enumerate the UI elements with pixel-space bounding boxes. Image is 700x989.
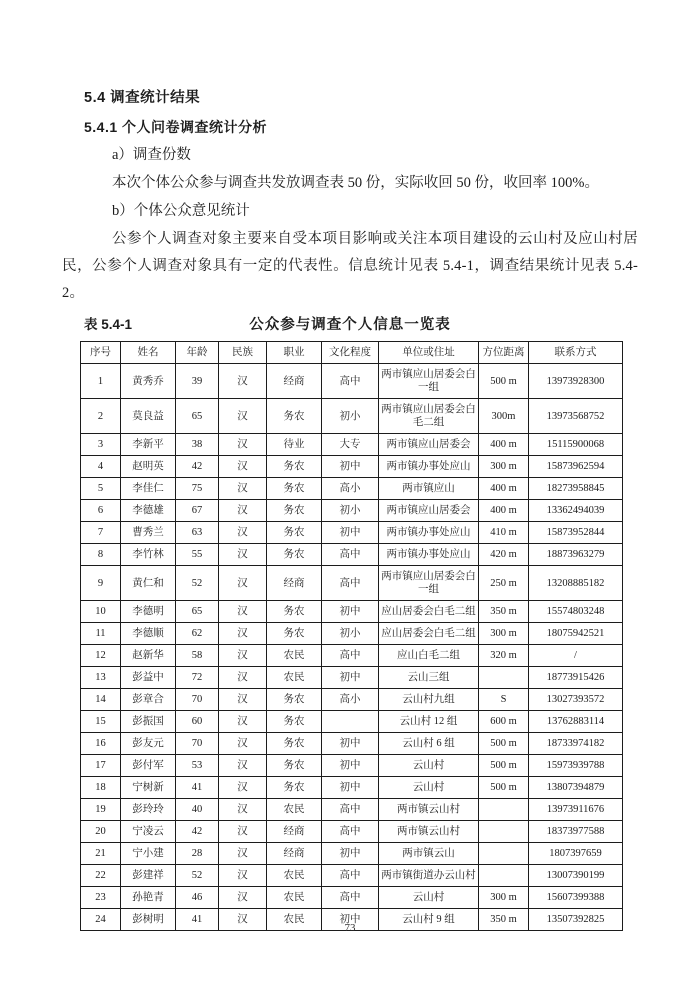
cell-address: 两市镇应山居委会白一组 <box>379 566 479 601</box>
cell-education: 高小 <box>322 689 379 711</box>
cell-education: 初中 <box>322 456 379 478</box>
cell-ethnicity: 汉 <box>219 500 267 522</box>
cell-education: 高中 <box>322 544 379 566</box>
cell-phone: 13507392825 <box>529 909 623 931</box>
table-row <box>81 623 623 645</box>
cell-education: 高中 <box>322 645 379 667</box>
cell-address: 两市镇云山 <box>379 843 479 865</box>
cell-age: 41 <box>176 777 219 799</box>
column-header-address: 单位或住址 <box>379 342 479 364</box>
subsection-heading: 5.4.1 个人问卷调查统计分析 <box>84 119 268 135</box>
cell-occupation: 农民 <box>267 909 322 931</box>
cell-age: 63 <box>176 522 219 544</box>
cell-education: 初中 <box>322 522 379 544</box>
cell-distance: 500 m <box>479 777 529 799</box>
cell-age: 67 <box>176 500 219 522</box>
cell-index: 7 <box>81 522 121 544</box>
table-header-row <box>81 342 623 364</box>
cell-age: 58 <box>176 645 219 667</box>
cell-education: 高中 <box>322 821 379 843</box>
cell-phone: 15115900068 <box>529 434 623 456</box>
cell-age: 55 <box>176 544 219 566</box>
cell-address: 两市镇街道办云山村 <box>379 865 479 887</box>
column-header-phone: 联系方式 <box>529 342 623 364</box>
cell-address: 两市镇办事处应山 <box>379 456 479 478</box>
cell-phone: 1807397659 <box>529 843 623 865</box>
cell-education <box>322 711 379 733</box>
cell-distance: 500 m <box>479 733 529 755</box>
cell-index: 21 <box>81 843 121 865</box>
cell-phone: 13973928300 <box>529 364 623 399</box>
cell-phone: 15607399388 <box>529 887 623 909</box>
table-row <box>81 601 623 623</box>
column-header-name: 姓名 <box>121 342 176 364</box>
cell-education: 大专 <box>322 434 379 456</box>
cell-index: 16 <box>81 733 121 755</box>
cell-age: 52 <box>176 865 219 887</box>
cell-occupation: 农民 <box>267 799 322 821</box>
cell-phone: 13807394879 <box>529 777 623 799</box>
cell-phone: 13208885182 <box>529 566 623 601</box>
cell-age: 52 <box>176 566 219 601</box>
cell-name: 孙艳青 <box>121 887 176 909</box>
table-row <box>81 777 623 799</box>
cell-age: 62 <box>176 623 219 645</box>
cell-address: 云山村 <box>379 887 479 909</box>
cell-occupation: 务农 <box>267 689 322 711</box>
cell-ethnicity: 汉 <box>219 645 267 667</box>
cell-index: 11 <box>81 623 121 645</box>
cell-address: 云山村 9 组 <box>379 909 479 931</box>
cell-index: 2 <box>81 399 121 434</box>
cell-age: 53 <box>176 755 219 777</box>
table-row <box>81 456 623 478</box>
cell-ethnicity: 汉 <box>219 799 267 821</box>
paragraph-survey-count: 本次个体公众参与调查共发放调查表 50 份，实际收回 50 份，收回率 100%。 <box>112 175 599 191</box>
cell-phone: 13762883114 <box>529 711 623 733</box>
cell-index: 3 <box>81 434 121 456</box>
cell-ethnicity: 汉 <box>219 544 267 566</box>
column-header-age: 年龄 <box>176 342 219 364</box>
table-row <box>81 500 623 522</box>
cell-name: 李竹林 <box>121 544 176 566</box>
cell-name: 彭章合 <box>121 689 176 711</box>
cell-education: 高中 <box>322 566 379 601</box>
cell-distance: 420 m <box>479 544 529 566</box>
cell-age: 75 <box>176 478 219 500</box>
cell-occupation: 务农 <box>267 500 322 522</box>
cell-ethnicity: 汉 <box>219 667 267 689</box>
cell-occupation: 经商 <box>267 566 322 601</box>
cell-age: 40 <box>176 799 219 821</box>
cell-education: 初中 <box>322 601 379 623</box>
cell-name: 赵明英 <box>121 456 176 478</box>
cell-address: 云山三组 <box>379 667 479 689</box>
cell-index: 4 <box>81 456 121 478</box>
cell-distance: 400 m <box>479 500 529 522</box>
table-title: 公众参与调查个人信息一览表 <box>249 317 451 333</box>
cell-distance <box>479 799 529 821</box>
cell-occupation: 经商 <box>267 821 322 843</box>
cell-distance: 400 m <box>479 434 529 456</box>
cell-phone: 15574803248 <box>529 601 623 623</box>
cell-distance: 300 m <box>479 887 529 909</box>
cell-phone: 13362494039 <box>529 500 623 522</box>
table-row <box>81 364 623 399</box>
cell-address: 两市镇云山村 <box>379 821 479 843</box>
cell-education: 初中 <box>322 733 379 755</box>
cell-age: 65 <box>176 399 219 434</box>
cell-name: 彭树明 <box>121 909 176 931</box>
cell-phone: 15873952844 <box>529 522 623 544</box>
cell-name: 黄秀乔 <box>121 364 176 399</box>
cell-education: 初小 <box>322 500 379 522</box>
cell-occupation: 农民 <box>267 865 322 887</box>
cell-phone: 13973568752 <box>529 399 623 434</box>
cell-index: 22 <box>81 865 121 887</box>
cell-name: 李新平 <box>121 434 176 456</box>
cell-index: 13 <box>81 667 121 689</box>
cell-age: 38 <box>176 434 219 456</box>
cell-name: 宁凌云 <box>121 821 176 843</box>
table-row <box>81 821 623 843</box>
cell-age: 42 <box>176 821 219 843</box>
cell-ethnicity: 汉 <box>219 623 267 645</box>
cell-address: 云山村 12 组 <box>379 711 479 733</box>
column-header-education: 文化程度 <box>322 342 379 364</box>
cell-distance <box>479 843 529 865</box>
cell-phone: 18873963279 <box>529 544 623 566</box>
cell-index: 23 <box>81 887 121 909</box>
cell-ethnicity: 汉 <box>219 566 267 601</box>
table-row <box>81 733 623 755</box>
cell-ethnicity: 汉 <box>219 456 267 478</box>
table-row <box>81 434 623 456</box>
cell-index: 18 <box>81 777 121 799</box>
section-heading: 5.4 调查统计结果 <box>84 90 201 106</box>
cell-distance: 410 m <box>479 522 529 544</box>
cell-name: 彭玲玲 <box>121 799 176 821</box>
cell-distance <box>479 667 529 689</box>
cell-distance: 320 m <box>479 645 529 667</box>
table-row <box>81 566 623 601</box>
cell-index: 1 <box>81 364 121 399</box>
cell-index: 5 <box>81 478 121 500</box>
column-header-ethnicity: 民族 <box>219 342 267 364</box>
cell-education: 初中 <box>322 755 379 777</box>
cell-address: 云山村 6 组 <box>379 733 479 755</box>
cell-age: 42 <box>176 456 219 478</box>
cell-age: 65 <box>176 601 219 623</box>
table-row <box>81 711 623 733</box>
cell-index: 8 <box>81 544 121 566</box>
column-header-distance: 方位距离 <box>479 342 529 364</box>
cell-education: 初中 <box>322 909 379 931</box>
cell-occupation: 务农 <box>267 601 322 623</box>
cell-index: 19 <box>81 799 121 821</box>
cell-occupation: 务农 <box>267 777 322 799</box>
cell-index: 10 <box>81 601 121 623</box>
cell-occupation: 待业 <box>267 434 322 456</box>
cell-distance: 300 m <box>479 456 529 478</box>
cell-name: 宁树新 <box>121 777 176 799</box>
cell-name: 莫良益 <box>121 399 176 434</box>
table-row <box>81 478 623 500</box>
cell-name: 彭益中 <box>121 667 176 689</box>
cell-address: 两市镇应山居委会 <box>379 500 479 522</box>
table-caption-row <box>62 314 638 336</box>
cell-name: 黄仁和 <box>121 566 176 601</box>
table-row <box>81 667 623 689</box>
table-row <box>81 887 623 909</box>
cell-phone: 18075942521 <box>529 623 623 645</box>
cell-ethnicity: 汉 <box>219 522 267 544</box>
cell-occupation: 经商 <box>267 364 322 399</box>
survey-info-table <box>80 341 623 931</box>
cell-age: 41 <box>176 909 219 931</box>
cell-distance <box>479 821 529 843</box>
cell-distance: 350 m <box>479 601 529 623</box>
cell-name: 宁小建 <box>121 843 176 865</box>
cell-phone: 15973939788 <box>529 755 623 777</box>
cell-occupation: 务农 <box>267 456 322 478</box>
cell-address: 两市镇应山居委会 <box>379 434 479 456</box>
cell-index: 15 <box>81 711 121 733</box>
cell-ethnicity: 汉 <box>219 478 267 500</box>
cell-address: 应山白毛二组 <box>379 645 479 667</box>
cell-distance: 600 m <box>479 711 529 733</box>
cell-name: 赵新华 <box>121 645 176 667</box>
cell-education: 初中 <box>322 843 379 865</box>
cell-name: 彭振国 <box>121 711 176 733</box>
table-row <box>81 645 623 667</box>
cell-phone: 15873962594 <box>529 456 623 478</box>
cell-name: 李佳仁 <box>121 478 176 500</box>
cell-address: 云山村 <box>379 755 479 777</box>
cell-address: 两市镇办事处应山 <box>379 544 479 566</box>
cell-address: 两市镇办事处应山 <box>379 522 479 544</box>
cell-index: 9 <box>81 566 121 601</box>
cell-education: 初中 <box>322 667 379 689</box>
cell-ethnicity: 汉 <box>219 843 267 865</box>
cell-education: 初小 <box>322 623 379 645</box>
cell-distance <box>479 865 529 887</box>
item-a-label: a）调查份数 <box>112 147 191 163</box>
cell-ethnicity: 汉 <box>219 821 267 843</box>
cell-phone: 18773915426 <box>529 667 623 689</box>
cell-name: 李德明 <box>121 601 176 623</box>
cell-phone: 18373977588 <box>529 821 623 843</box>
table-row <box>81 399 623 434</box>
cell-name: 彭友元 <box>121 733 176 755</box>
cell-ethnicity: 汉 <box>219 887 267 909</box>
cell-distance: 500 m <box>479 755 529 777</box>
cell-address: 两市镇应山 <box>379 478 479 500</box>
cell-phone: 18273958845 <box>529 478 623 500</box>
cell-index: 24 <box>81 909 121 931</box>
cell-ethnicity: 汉 <box>219 689 267 711</box>
cell-ethnicity: 汉 <box>219 399 267 434</box>
cell-distance: 300m <box>479 399 529 434</box>
cell-education: 初小 <box>322 399 379 434</box>
cell-age: 60 <box>176 711 219 733</box>
cell-occupation: 经商 <box>267 843 322 865</box>
cell-education: 高小 <box>322 478 379 500</box>
cell-occupation: 农民 <box>267 887 322 909</box>
table-row <box>81 843 623 865</box>
cell-ethnicity: 汉 <box>219 777 267 799</box>
cell-age: 70 <box>176 689 219 711</box>
cell-ethnicity: 汉 <box>219 601 267 623</box>
cell-age: 46 <box>176 887 219 909</box>
cell-index: 14 <box>81 689 121 711</box>
cell-distance: 400 m <box>479 478 529 500</box>
cell-index: 12 <box>81 645 121 667</box>
cell-name: 彭建祥 <box>121 865 176 887</box>
table-label: 表 5.4-1 <box>84 317 133 332</box>
cell-ethnicity: 汉 <box>219 711 267 733</box>
table-row <box>81 544 623 566</box>
paragraph-survey-subjects: 公参个人调查对象主要来自受本项目影响或关注本项目建设的云山村及应山村居民，公参个人调查对象具有一定的代表性。信息统计见表 5.4-1，调查结果统计见表 5.4-2。 <box>62 231 638 301</box>
cell-distance: S <box>479 689 529 711</box>
cell-name: 彭付军 <box>121 755 176 777</box>
document-content <box>62 88 638 931</box>
cell-address: 应山居委会白毛二组 <box>379 623 479 645</box>
cell-index: 17 <box>81 755 121 777</box>
page-number: 73 <box>344 922 356 934</box>
cell-name: 李德雄 <box>121 500 176 522</box>
cell-distance: 250 m <box>479 566 529 601</box>
column-header-occupation: 职业 <box>267 342 322 364</box>
cell-occupation: 务农 <box>267 478 322 500</box>
cell-phone: 13973911676 <box>529 799 623 821</box>
cell-education: 高中 <box>322 364 379 399</box>
cell-distance: 500 m <box>479 364 529 399</box>
column-header-index: 序号 <box>81 342 121 364</box>
cell-name: 曹秀兰 <box>121 522 176 544</box>
cell-ethnicity: 汉 <box>219 755 267 777</box>
cell-education: 初中 <box>322 777 379 799</box>
cell-address: 云山村九组 <box>379 689 479 711</box>
cell-address: 应山居委会白毛二组 <box>379 601 479 623</box>
cell-education: 高中 <box>322 887 379 909</box>
cell-phone: / <box>529 645 623 667</box>
cell-occupation: 务农 <box>267 733 322 755</box>
table-body <box>81 364 623 931</box>
cell-education: 高中 <box>322 865 379 887</box>
table-row <box>81 689 623 711</box>
cell-phone: 13027393572 <box>529 689 623 711</box>
cell-education: 高中 <box>322 799 379 821</box>
cell-age: 72 <box>176 667 219 689</box>
cell-age: 70 <box>176 733 219 755</box>
item-b-label: b）个体公众意见统计 <box>112 203 250 219</box>
cell-ethnicity: 汉 <box>219 434 267 456</box>
cell-distance: 350 m <box>479 909 529 931</box>
cell-occupation: 务农 <box>267 623 322 645</box>
cell-address: 云山村 <box>379 777 479 799</box>
cell-ethnicity: 汉 <box>219 865 267 887</box>
cell-ethnicity: 汉 <box>219 733 267 755</box>
table-row <box>81 799 623 821</box>
cell-occupation: 务农 <box>267 399 322 434</box>
cell-occupation: 农民 <box>267 667 322 689</box>
cell-occupation: 务农 <box>267 755 322 777</box>
cell-phone: 18733974182 <box>529 733 623 755</box>
table-row <box>81 522 623 544</box>
cell-address: 两市镇应山居委会白一组 <box>379 364 479 399</box>
cell-occupation: 农民 <box>267 645 322 667</box>
table-row <box>81 865 623 887</box>
cell-age: 28 <box>176 843 219 865</box>
cell-index: 20 <box>81 821 121 843</box>
cell-occupation: 务农 <box>267 711 322 733</box>
cell-occupation: 务农 <box>267 544 322 566</box>
cell-distance: 300 m <box>479 623 529 645</box>
cell-ethnicity: 汉 <box>219 909 267 931</box>
cell-phone: 13007390199 <box>529 865 623 887</box>
cell-name: 李德顺 <box>121 623 176 645</box>
table-row <box>81 755 623 777</box>
cell-age: 39 <box>176 364 219 399</box>
cell-index: 6 <box>81 500 121 522</box>
cell-ethnicity: 汉 <box>219 364 267 399</box>
cell-address: 两市镇云山村 <box>379 799 479 821</box>
cell-occupation: 务农 <box>267 522 322 544</box>
cell-address: 两市镇应山居委会白毛二组 <box>379 399 479 434</box>
